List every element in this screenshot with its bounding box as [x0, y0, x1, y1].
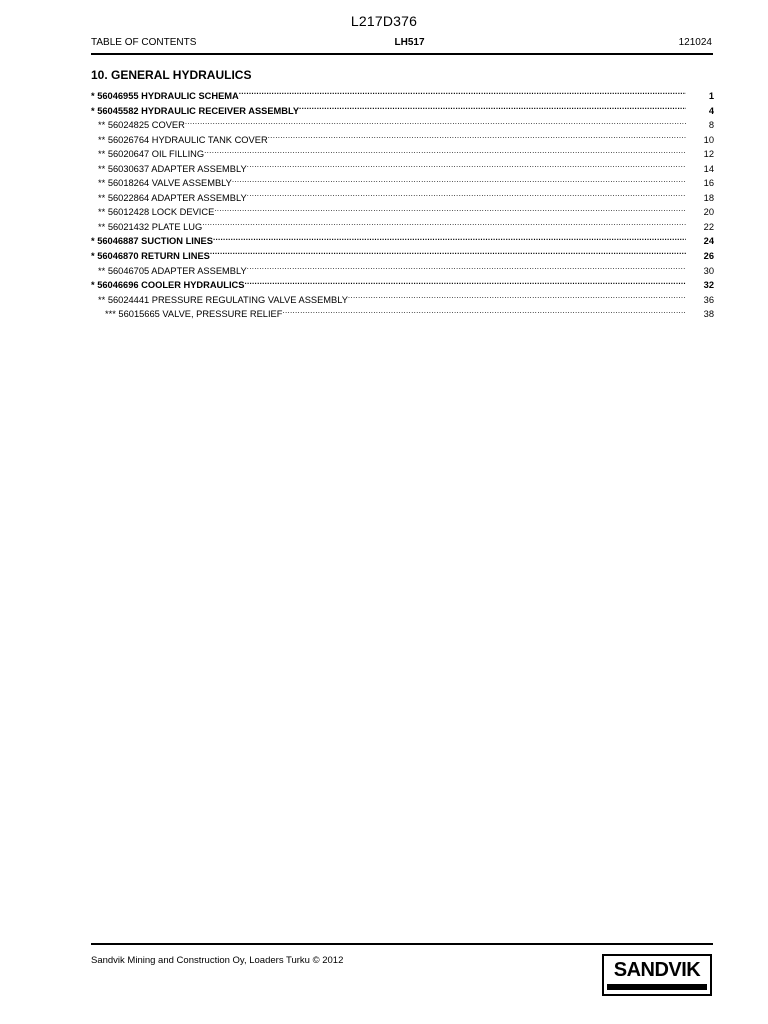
- toc-entry-label: ** 56024825 COVER: [98, 120, 185, 131]
- toc-entry-page: 24: [703, 236, 714, 247]
- toc-entry-label: ** 56012428 LOCK DEVICE: [98, 207, 215, 218]
- logo-wordmark: SANDVIK: [613, 959, 701, 981]
- toc-entry[interactable]: [91, 133, 714, 148]
- toc-dot-leader: [185, 118, 686, 128]
- toc-entry-page: 26: [703, 251, 714, 262]
- toc-entry-label: * 56046955 HYDRAULIC SCHEMA: [91, 91, 239, 101]
- toc-dot-leader: [232, 176, 686, 186]
- header-section-label: TABLE OF CONTENTS: [91, 37, 197, 48]
- toc-entry[interactable]: [91, 118, 714, 133]
- toc-entry-label: *** 56015665 VALVE, PRESSURE RELIEF: [105, 309, 283, 320]
- toc-entry-label: * 56046696 COOLER HYDRAULICS: [91, 280, 245, 291]
- toc-entry-page: 32: [703, 280, 714, 291]
- toc-dot-leader: [214, 205, 686, 215]
- toc-entry[interactable]: [91, 264, 714, 279]
- toc-entry-label: ** 56022864 ADAPTER ASSEMBLY: [98, 192, 247, 203]
- toc-entry-page: 12: [703, 149, 714, 160]
- toc-dot-leader: [247, 191, 686, 201]
- page-header: [91, 37, 712, 49]
- toc-dot-leader: [282, 307, 686, 317]
- toc-entry[interactable]: [91, 249, 714, 264]
- toc-entry[interactable]: [91, 234, 714, 249]
- toc-dot-leader: [348, 293, 686, 303]
- toc-entry-page: 30: [703, 265, 714, 276]
- toc-dot-leader: [244, 278, 686, 288]
- document-id: L217D376: [350, 13, 418, 29]
- toc-dot-leader: [247, 162, 686, 172]
- toc-entry[interactable]: [91, 278, 714, 293]
- toc-entry[interactable]: [91, 89, 714, 104]
- toc-entry[interactable]: [91, 162, 714, 177]
- toc-entry-page: 16: [703, 178, 714, 189]
- toc-entry[interactable]: [91, 205, 714, 220]
- toc-entry[interactable]: [91, 104, 714, 119]
- toc-entry[interactable]: [91, 220, 714, 235]
- section-title: 10. GENERAL HYDRAULICS: [91, 68, 252, 82]
- toc-entry-page: 10: [703, 134, 714, 145]
- footer-divider: [91, 943, 713, 945]
- toc-entry-label: * 56046887 SUCTION LINES: [91, 236, 213, 247]
- toc-entry-label: ** 56046705 ADAPTER ASSEMBLY: [98, 265, 247, 276]
- toc-entry[interactable]: [91, 293, 714, 308]
- header-date-code: 121024: [678, 37, 712, 48]
- toc-entry-page: 4: [708, 105, 714, 116]
- toc-entry-label: ** 56018264 VALVE ASSEMBLY: [98, 178, 232, 189]
- toc-entry-page: 14: [703, 163, 714, 174]
- logo-bar: [607, 984, 707, 990]
- toc-dot-leader: [210, 249, 686, 259]
- toc-dot-leader: [247, 264, 686, 274]
- toc-entry-page: 8: [708, 120, 714, 131]
- toc-entry-label: * 56045582 HYDRAULIC RECEIVER ASSEMBLY: [91, 105, 300, 116]
- toc-entry-page: 22: [703, 221, 714, 232]
- toc-entry[interactable]: [91, 176, 714, 191]
- table-of-contents: [91, 89, 714, 322]
- toc-entry-label: * 56046870 RETURN LINES: [91, 251, 210, 262]
- sandvik-logo: [602, 954, 712, 996]
- toc-entry[interactable]: [91, 307, 714, 322]
- toc-dot-leader: [204, 147, 686, 157]
- footer-copyright: Sandvik Mining and Construction Oy, Loaders Turku © 2012: [91, 955, 344, 966]
- toc-dot-leader: [299, 104, 686, 114]
- toc-entry-page: 36: [703, 294, 714, 305]
- header-divider: [91, 53, 713, 55]
- toc-entry[interactable]: [91, 147, 714, 162]
- toc-entry[interactable]: [91, 191, 714, 206]
- toc-dot-leader: [268, 133, 686, 143]
- toc-entry-label: ** 56021432 PLATE LUG: [98, 221, 203, 232]
- toc-entry-page: 18: [703, 192, 714, 203]
- header-model: LH517: [394, 37, 425, 48]
- toc-dot-leader: [213, 234, 686, 244]
- toc-dot-leader: [202, 220, 686, 230]
- toc-dot-leader: [239, 89, 686, 99]
- toc-entry-page: 1: [708, 91, 714, 101]
- toc-entry-label: ** 56020647 OIL FILLING: [98, 149, 205, 160]
- toc-entry-page: 38: [703, 309, 714, 320]
- toc-entry-page: 20: [703, 207, 714, 218]
- toc-entry-label: ** 56024441 PRESSURE REGULATING VALVE ASSEMBLY: [98, 294, 348, 305]
- toc-entry-label: ** 56030637 ADAPTER ASSEMBLY: [98, 163, 247, 174]
- toc-entry-label: ** 56026764 HYDRAULIC TANK COVER: [98, 134, 268, 145]
